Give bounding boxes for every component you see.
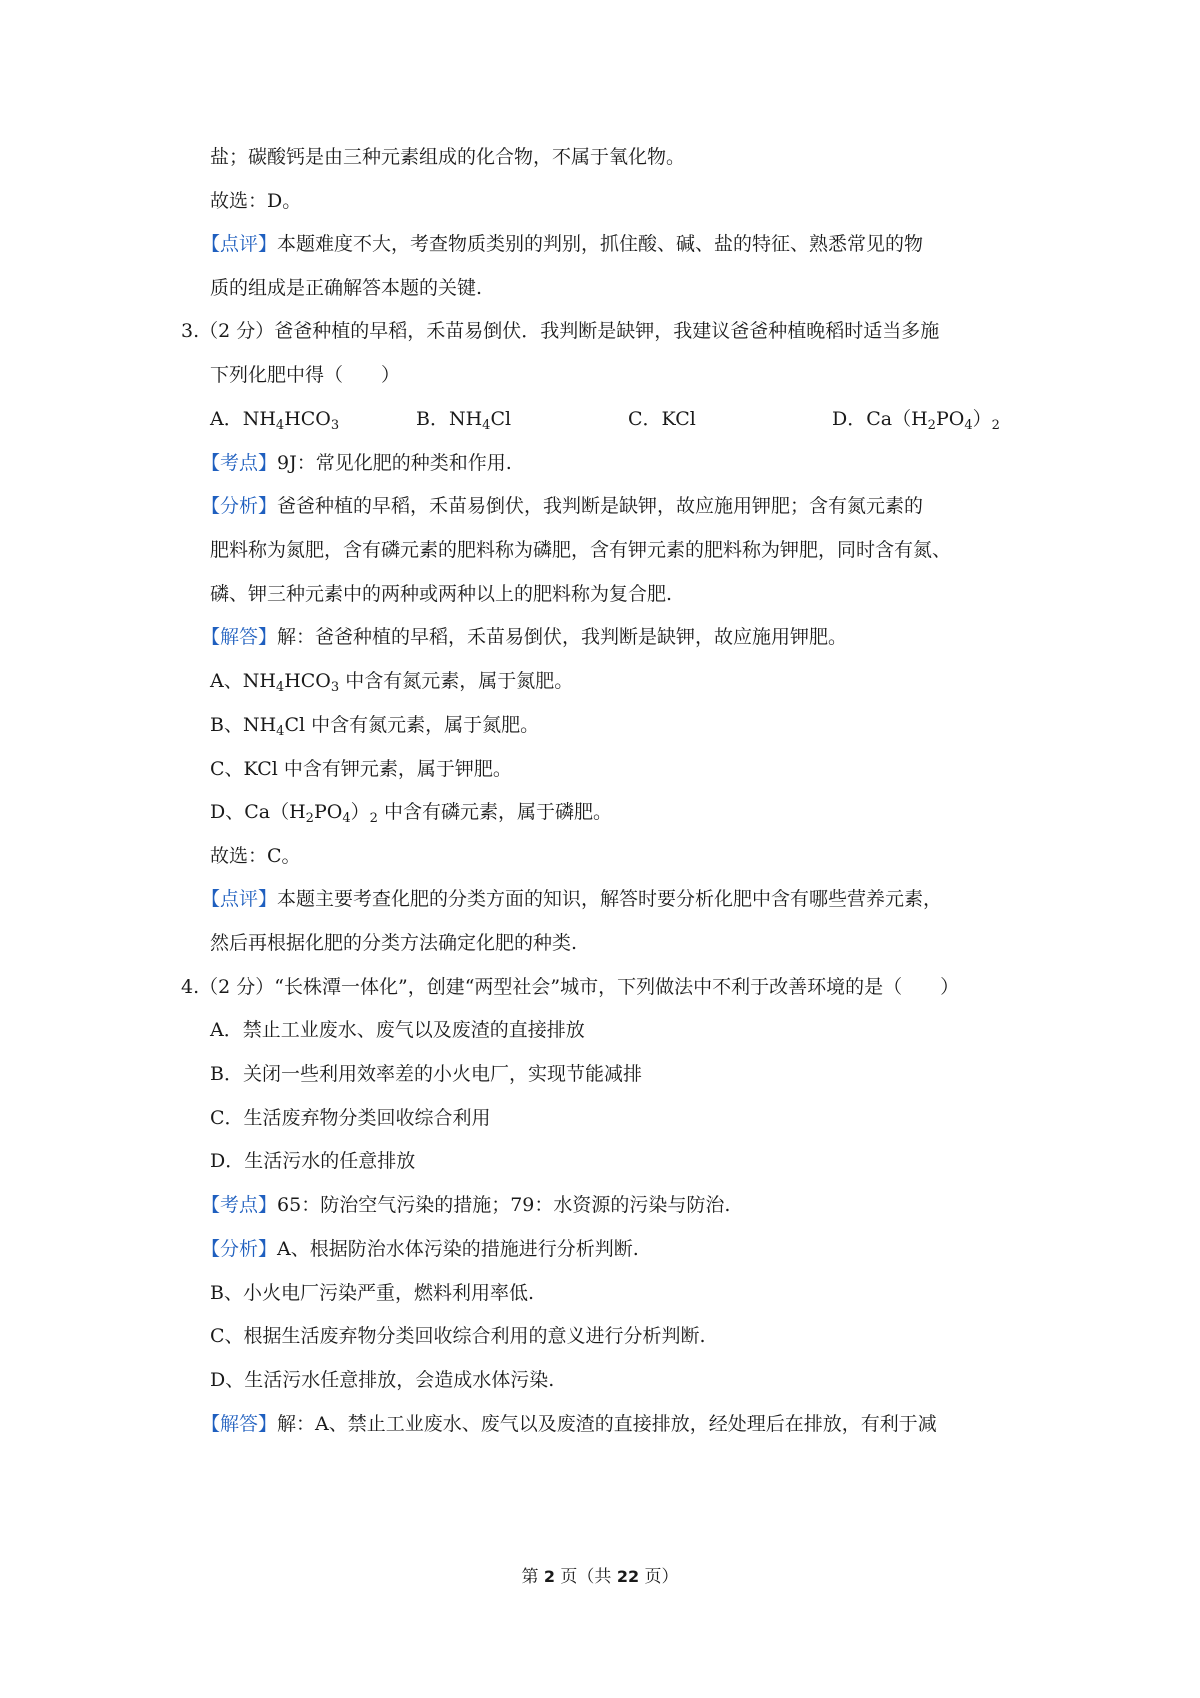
fenxi-tag: 【分析】: [201, 1238, 278, 1260]
q3-comment-cont: 然后再根据化肥的分类方法确定化肥的种类.: [210, 932, 578, 954]
page-number: 2: [543, 1567, 556, 1586]
comment-tag: 【点评】: [201, 888, 278, 910]
q4-option-b: B．关闭一些利用效率差的小火电厂，实现节能减排: [210, 1063, 642, 1085]
jieda-tag: 【解答】: [201, 626, 278, 648]
q3-kaodian: 【考点】9J：常见化肥的种类和作用.: [201, 452, 512, 474]
q3-ans-c: C、KCl 中含有钾元素，属于钾肥。: [210, 758, 512, 780]
q4-fenxi-c: C、根据生活废弃物分类回收综合利用的意义进行分析判断.: [210, 1325, 706, 1347]
q3-ans-b: B、$NH_4Cl$ 中含有氮元素，属于氮肥。: [210, 714, 540, 739]
q4-option-c: C．生活废弃物分类回收综合利用: [210, 1107, 491, 1129]
q3-fenxi-cont: 肥料称为氮肥，含有磷元素的肥料称为磷肥，含有钾元素的肥料称为钾肥，同时含有氮、: [210, 539, 952, 561]
q3-ans-a: A、$NH_4HCO_3$ 中含有氮元素，属于氮肥。: [210, 670, 574, 695]
question-stem: （2 分）爸爸种植的早稻，禾苗易倒伏．我判断是缺钾，我建议爸爸种植晚稻时适当多施: [199, 320, 940, 342]
q3-answer: 故选：C。: [210, 845, 301, 867]
question-number: 4.: [181, 976, 200, 998]
kaodian-tag: 【考点】: [201, 1194, 278, 1216]
q4-option-a: A．禁止工业废水、废气以及废渣的直接排放: [210, 1019, 585, 1041]
page-total: 22: [616, 1567, 640, 1586]
q3-option-c: C．KCl: [628, 408, 696, 430]
fenxi-tag: 【分析】: [201, 495, 278, 517]
q4-stem: [181, 975, 959, 999]
q4-fenxi: 【分析】A、根据防治水体污染的措施进行分析判断.: [201, 1238, 639, 1260]
q3-option-d: D．$Ca(H_2PO_4)_2$: [832, 408, 1000, 433]
question-stem: （2 分）“长株潭一体化”，创建“两型社会”城市，下列做法中不利于改善环境的是（ ）: [199, 976, 960, 998]
question-number: 3.: [181, 320, 200, 342]
q2-comment-cont: 质的组成是正确解答本题的关键.: [210, 277, 483, 299]
q4-jieda: 【解答】解：A、禁止工业废水、废气以及废渣的直接排放，经处理后在排放，有利于减: [201, 1413, 937, 1435]
q3-comment: 【点评】本题主要考查化肥的分类方面的知识，解答时要分析化肥中含有哪些营养元素，: [201, 888, 943, 910]
q4-fenxi-b: B、小火电厂污染严重，燃料利用率低.: [210, 1282, 535, 1304]
q4-kaodian: 【考点】65：防治空气污染的措施；79：水资源的污染与防治.: [201, 1194, 731, 1216]
q3-stem: [181, 319, 939, 343]
q2-comment: [201, 232, 923, 256]
comment-tag: 【点评】: [201, 233, 278, 255]
q3-stem-cont: 下列化肥中得（ ）: [210, 364, 401, 386]
q2-text-line: 盐；碳酸钙是由三种元素组成的化合物，不属于氧化物。: [210, 146, 686, 168]
q2-answer: 故选：D。: [210, 190, 302, 212]
q3-jieda: 【解答】解：爸爸种植的早稻，禾苗易倒伏，我判断是缺钾，故应施用钾肥。: [201, 626, 848, 648]
q4-option-d: D．生活污水的任意排放: [210, 1150, 416, 1172]
comment-text: 本题难度不大，考查物质类别的判别，抓住酸、碱、盐的特征、熟悉常见的物: [277, 233, 924, 255]
q3-fenxi: 【分析】爸爸种植的早稻，禾苗易倒伏，我判断是缺钾，故应施用钾肥；含有氮元素的: [201, 495, 924, 517]
jieda-tag: 【解答】: [201, 1413, 278, 1435]
kaodian-tag: 【考点】: [201, 452, 278, 474]
q3-option-b: B．$NH_4Cl$: [416, 408, 512, 433]
q4-fenxi-d: D、生活污水任意排放，会造成水体污染.: [210, 1369, 555, 1391]
page-footer: 第 2 页（共 22 页）: [521, 1567, 679, 1587]
q3-option-a: A．$NH_4HCO_3$: [210, 408, 340, 433]
q3-fenxi-cont: 磷、钾三种元素中的两种或两种以上的肥料称为复合肥.: [210, 583, 673, 605]
q3-ans-d: D、$Ca(H_2PO_4)_2$ 中含有磷元素，属于磷肥。: [210, 801, 612, 826]
